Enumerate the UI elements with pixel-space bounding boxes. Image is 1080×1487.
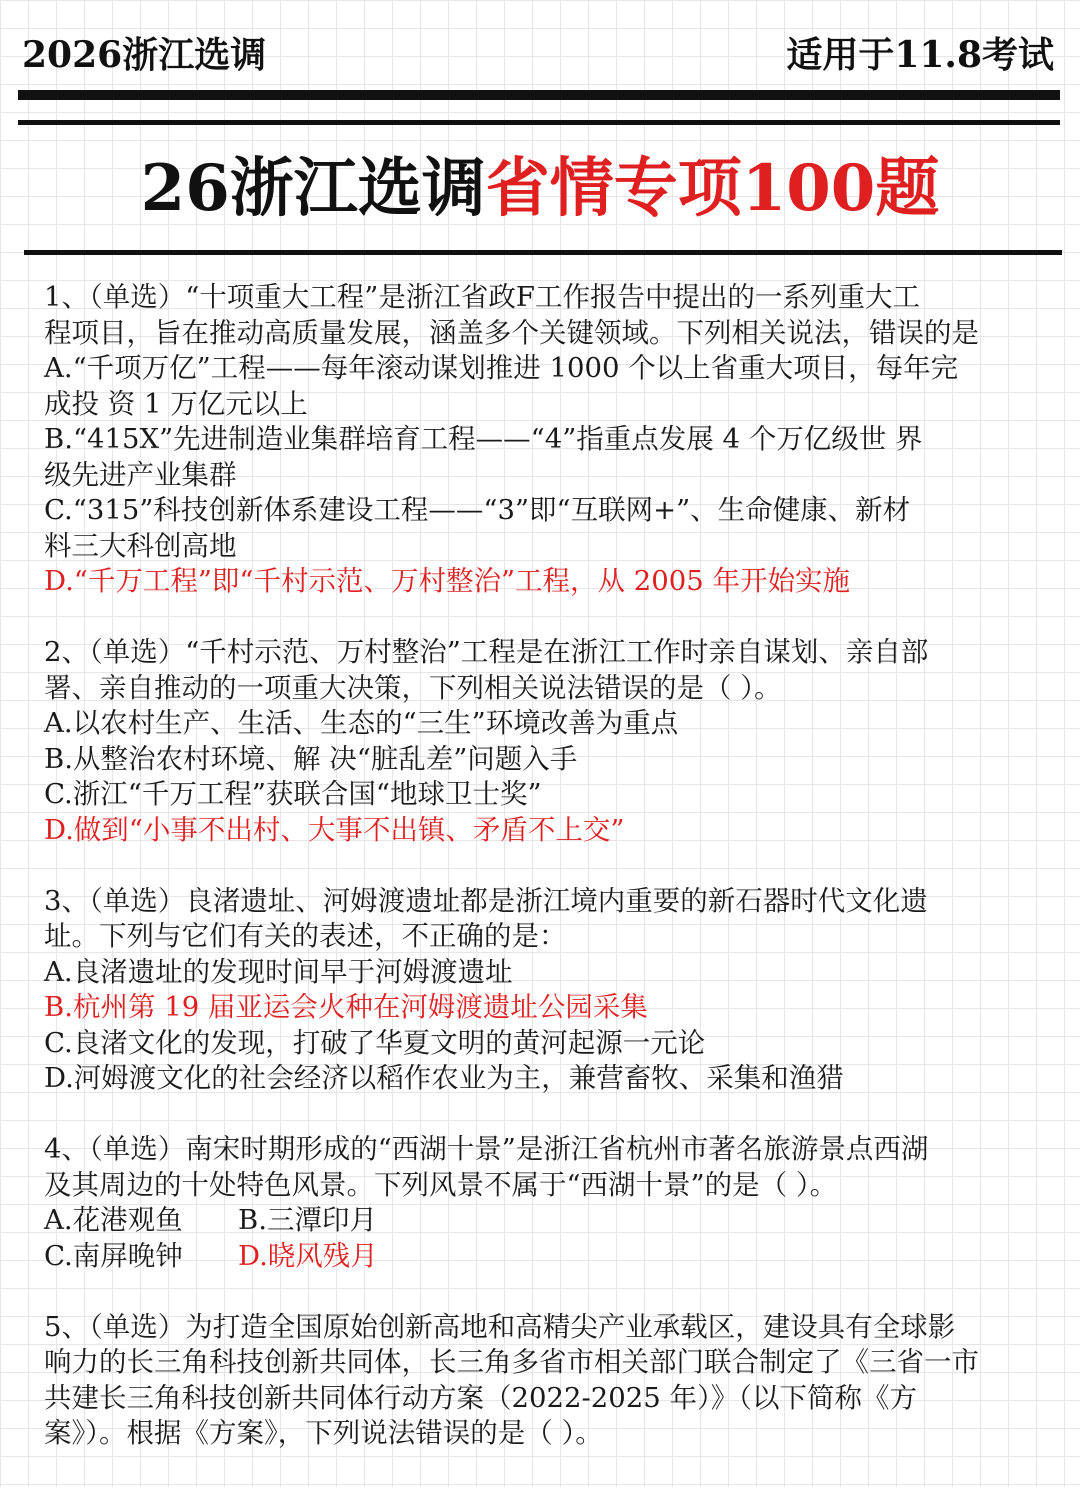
- question-4: [44, 1132, 1044, 1274]
- question-5: [44, 1310, 1044, 1452]
- option-c-line: C.“315”科技创新体系建设工程——“3”即“互联网+”、生命健康、新材: [44, 494, 911, 526]
- option-b-line: 级先进产业集群: [44, 458, 237, 491]
- question-3: [44, 884, 1044, 1097]
- question-stem-line: 及其周边的十处特色风景。下列风景不属于“西湖十景”的是（ ）。: [44, 1168, 838, 1201]
- option-c-line: 料三大科创高地: [44, 529, 237, 562]
- option-a-line: A.以农村生产、生活、生态的“三生”环境改善为重点: [44, 707, 679, 739]
- option-a: A.花港观鱼: [44, 1204, 183, 1236]
- option-a-line: 成投 资 1 万亿元以上: [44, 387, 308, 420]
- question-stem-line: 址。下列与它们有关的表述，不正确的是：: [44, 920, 567, 952]
- top-header: [22, 22, 1054, 82]
- option-row: [44, 1239, 1044, 1275]
- question-1: [44, 280, 1044, 600]
- question-stem-line: 署、亲自推动的一项重大决策，下列相关说法错误的是（ ）。: [44, 671, 782, 704]
- header-right-text: 适用于11.8考试: [786, 33, 1054, 76]
- option-d-line: D.河姆渡文化的社会经济以稻作农业为主，兼营畜牧、采集和渔猎: [44, 1062, 844, 1094]
- option-d-answer-line: D.“千万工程”即“千村示范、万村整治”工程，从 2005 年开始实施: [44, 565, 851, 597]
- option-c-line: C.良渚文化的发现，打破了华夏文明的黄河起源一元论: [44, 1026, 706, 1059]
- option-b-line: B.从整治农村环境、解 决“脏乱差”问题入手: [44, 742, 578, 775]
- question-stem-line: 3、（单选）良渚遗址、河姆渡遗址都是浙江境内重要的新石器时代文化遗: [44, 884, 928, 917]
- title-part-black: 26浙江选调: [140, 151, 486, 226]
- question-stem-line: 5、（单选）为打造全国原始创新高地和高精尖产业承载区，建设具有全球影: [44, 1310, 956, 1343]
- option-d-answer: D.晓风残月: [238, 1239, 378, 1272]
- page-title: [0, 142, 1080, 236]
- title-part-red: 省情专项100题: [485, 151, 940, 226]
- option-a-line: A.“千项万亿”工程——每年滚动谋划推进 1000 个以上省重大项目，每年完: [44, 352, 959, 384]
- question-2: [44, 635, 1044, 848]
- option-row: [44, 1203, 1044, 1239]
- thick-divider: [18, 90, 1060, 100]
- option-b-line: B.“415X”先进制造业集群培育工程——“4”指重点发展 4 个万亿级世 界: [44, 423, 923, 455]
- question-stem-line: 1、（单选）“十项重大工程”是浙江省政F工作报告中提出的一系列重大工: [44, 281, 920, 313]
- option-c: C.南屏晚钟: [44, 1239, 183, 1272]
- question-stem-line: 案》）。根据《方案》，下列说法错误的是（ ）。: [44, 1417, 603, 1449]
- question-stem-line: 2、（单选）“千村示范、万村整治”工程是在浙江工作时亲自谋划、亲自部: [44, 636, 929, 668]
- question-list: [44, 280, 1044, 1487]
- thin-divider-bottom: [24, 250, 1062, 255]
- header-left-text: 2026浙江选调: [22, 33, 267, 76]
- question-stem-line: 响力的长三角科技创新共同体，长三角多省市相关部门联合制定了《三省一市: [44, 1346, 979, 1378]
- option-a-line: A.良渚遗址的发现时间早于河姆渡遗址: [44, 955, 513, 988]
- question-stem-line: 4、（单选）南宋时期形成的“西湖十景”是浙江省杭州市著名旅游景点西湖: [44, 1133, 929, 1165]
- option-b: B.三潭印月: [238, 1204, 377, 1236]
- option-b-answer-line: B.杭州第 19 届亚运会火种在河姆渡遗址公园采集: [44, 991, 648, 1023]
- option-d-answer-line: D.做到“小事不出村、大事不出镇、矛盾不上交”: [44, 813, 625, 846]
- question-stem-line: 共建长三角科技创新共同体行动方案（2022-2025 年）》（以下简称《方: [44, 1381, 918, 1414]
- option-c-line: C.浙江“千万工程”获联合国“地球卫士奖”: [44, 778, 542, 810]
- question-stem-line: 程项目，旨在推动高质量发展，涵盖多个关键领域。下列相关说法，错误的是: [44, 316, 979, 349]
- thin-divider-top: [18, 120, 1060, 125]
